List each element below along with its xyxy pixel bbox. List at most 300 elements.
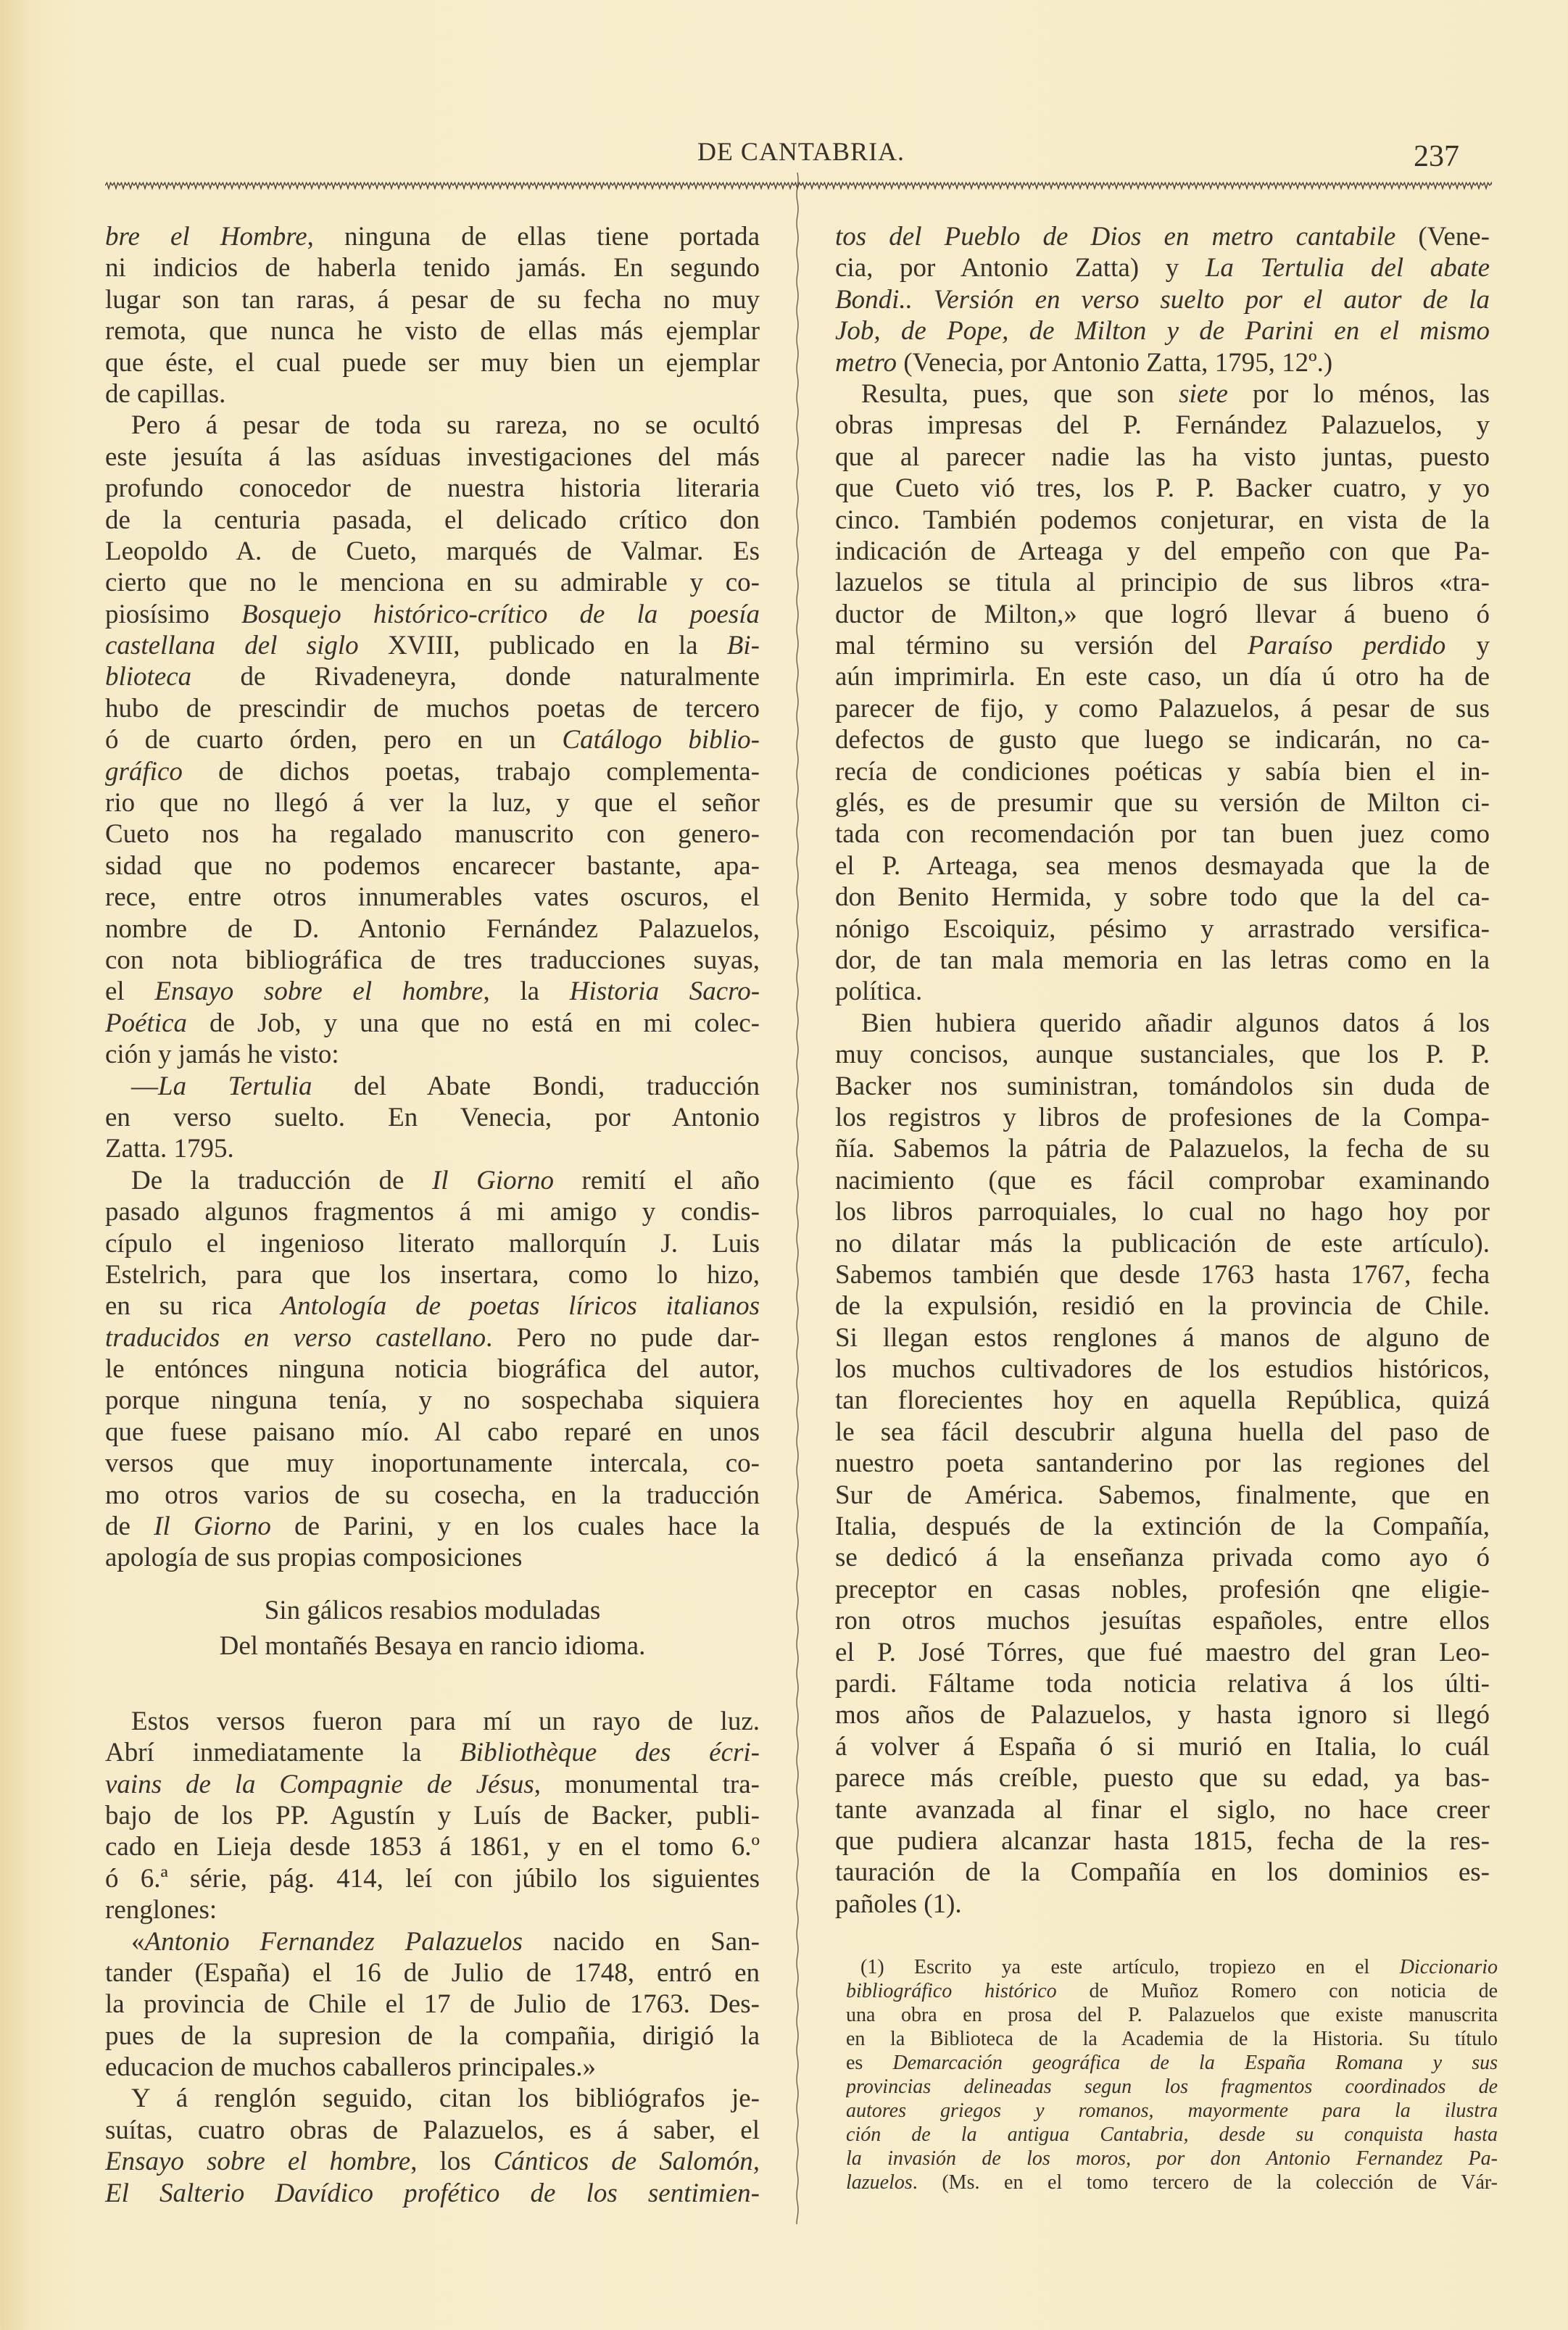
text: parecer de fijo, y como Palazuelos, á pesar de sus (835, 693, 1490, 724)
text: se dedicó á la enseñanza privada como ayo ó (835, 1543, 1490, 1573)
text: cípulo el ingenioso literato mallorquín J. Luis (105, 1228, 760, 1259)
text: que al parecer nadie las ha visto juntas, puesto (835, 441, 1490, 472)
text: de capillas. (105, 378, 226, 409)
italic-text: Bi- (726, 631, 760, 661)
text-line (105, 1133, 760, 1164)
text-line (835, 976, 1490, 1007)
paragraph (105, 2083, 760, 2209)
italic-text: autores griegos y romanos, mayormente para la ilustra (846, 2099, 1498, 2122)
italic-text: Antonio Fernandez Palazuelos (144, 1926, 523, 1957)
text-line (835, 315, 1490, 347)
text-line (105, 2083, 760, 2114)
text: los libros parroquiales, lo cual no hago hoy por (835, 1197, 1490, 1227)
text: de la expulsión, residió en la provincia de Chile. (835, 1291, 1490, 1322)
text-line (835, 1039, 1490, 1070)
text-line (835, 1605, 1490, 1636)
text: (Vene- (1395, 222, 1490, 252)
text: mal término su versión del (835, 631, 1248, 661)
text-line (835, 1699, 1490, 1730)
text-line (105, 473, 760, 504)
paragraph (105, 1165, 760, 1574)
italic-text: vains de la Compagnie de Jésus (105, 1769, 534, 1799)
text: porque ninguna tenía, y no sospechaba siquiera (105, 1385, 760, 1416)
text-line (835, 1889, 1490, 1920)
text: mos años de Palazuelos, y hasta ignoro si llegó (835, 1700, 1490, 1730)
text: la provincia de Chile el 17 de Julio de 1763. Des- (105, 1989, 760, 2020)
text-line (835, 1448, 1490, 1479)
paragraph (105, 1706, 760, 1926)
text-line (105, 756, 760, 787)
text-line (105, 410, 760, 441)
text-line (835, 441, 1490, 473)
italic-text: bibliográfico histórico (846, 1980, 1057, 2002)
text-line (105, 1628, 760, 1664)
text-line (105, 1322, 760, 1353)
text: el P. Arteaga, sea menos desmayada que la de (835, 850, 1490, 881)
text: cinco. También podemos conjeturar, en vista de la (835, 505, 1490, 535)
text-line (105, 2146, 760, 2177)
text-line (105, 1165, 760, 1196)
text-line (105, 1542, 760, 1573)
text: — (131, 1071, 158, 1101)
text: le sea fácil descubrir alguna huella del paso de (835, 1417, 1490, 1447)
text-line (835, 378, 1490, 410)
paragraph (835, 221, 1490, 378)
text-line (835, 221, 1490, 252)
italic-text: tos del Pueblo de Dios en metro cantabile (835, 222, 1396, 252)
text: y (1445, 631, 1490, 661)
text-line (105, 693, 760, 724)
italic-text: Demarcación geográfica de la España Romana y sus (892, 2052, 1498, 2074)
text-line (105, 630, 760, 661)
text-line (835, 1857, 1490, 1888)
text: « (131, 1926, 145, 1957)
text-line (105, 599, 760, 630)
text: nacido en San- (523, 1926, 760, 1957)
text: le entónces ninguna noticia biográfica del autor, (105, 1354, 760, 1385)
text: Bien hubiera querido añadir algunos datos á los (861, 1008, 1490, 1038)
text-line (835, 1511, 1490, 1542)
text-line (105, 1071, 760, 1102)
text-line (105, 1926, 760, 1957)
italic-text: La Tertulia del abate (1205, 253, 1490, 283)
text: que éste, el cual puede ser muy bien un ejemplar (105, 347, 760, 378)
text: lugar son tan raras, á pesar de su fecha no muy (105, 284, 760, 315)
text-line (835, 724, 1490, 755)
text-line (835, 252, 1490, 283)
text: Sabemos también que desde 1763 hasta 1767, fecha (835, 1259, 1490, 1290)
text: que pudiera alcanzar hasta 1815, fecha de la res- (835, 1825, 1490, 1856)
text-line (835, 1008, 1490, 1039)
italic-text: Historia Sacro- (569, 977, 760, 1007)
text: , monumental tra- (534, 1769, 760, 1799)
text: dor, de tan mala memoria en las letras como en la (835, 945, 1490, 975)
text: es (846, 2052, 893, 2074)
italic-text: Bosquejo histórico-crítico de la poesía (241, 599, 760, 629)
text: versos que muy inoportunamente intercala, co- (105, 1448, 760, 1479)
running-header: DE CANTABRIA. (697, 137, 905, 166)
text: XVIII, publicado en la (358, 631, 727, 661)
italic-text: Bibliothèque des écri- (460, 1738, 760, 1768)
text: bajo de los PP. Agustín y Luís de Backer, publi- (105, 1800, 760, 1831)
text-line (835, 1322, 1490, 1353)
text: los registros y libros de profesiones de la Compa- (835, 1102, 1490, 1132)
text: cado en Lieja desde 1853 á 1861, y en el tomo 6.º (105, 1832, 760, 1862)
text-line (835, 661, 1490, 692)
text-line (105, 1385, 760, 1416)
text: Si llegan estos renglones á manos de alguno de (835, 1322, 1490, 1353)
text: Y á renglón seguido, citan los bibliógrafos je- (131, 2084, 760, 2114)
italic-text: Paraíso perdido (1248, 631, 1446, 661)
footnote (846, 1955, 1498, 2194)
italic-text: Job, de Pope, de Milton y de Parini en el mismo (835, 316, 1490, 347)
text-line (835, 1668, 1490, 1699)
text: tan florecientes hoy en aquella República, quizá (835, 1385, 1490, 1416)
text-line (835, 1385, 1490, 1416)
italic-text: castellana del siglo (105, 631, 359, 661)
text: este jesuíta á las asíduas investigaciones del más (105, 441, 760, 472)
text: lazuelos se titula al principio de sus libros «tra- (835, 568, 1490, 598)
text: educacion de muchos caballeros principales.» (105, 2052, 597, 2083)
text: pañoles (1). (835, 1889, 962, 1919)
italic-text: traducidos en verso castellano (105, 1322, 486, 1353)
text: que Cueto vió tres, los P. P. Backer cuatro, y yo (835, 473, 1490, 504)
text: . Pero no pude dar- (486, 1322, 760, 1353)
text: profundo conocedor de nuestra historia literaria (105, 473, 760, 504)
text: apología de sus propias composiciones (105, 1543, 523, 1573)
text: tada con recomendación por tan buen juez como (835, 819, 1490, 850)
text: obras impresas del P. Fernández Palazuelos, y (835, 410, 1490, 441)
text: ron otros muchos jesuítas españoles, entre ellos (835, 1606, 1490, 1636)
text-line (105, 850, 760, 882)
paragraph (105, 410, 760, 1070)
italic-text: Ensayo sobre el hombre (105, 2147, 411, 2177)
text: ó 6.ª série, pág. 414, leí con júbilo los siguientes (105, 1863, 760, 1894)
text-line (105, 787, 760, 818)
text-line (105, 945, 760, 976)
text: Resulta, pues, que son (861, 378, 1179, 409)
text: remití el año (553, 1165, 760, 1195)
italic-text: Catálogo biblio- (562, 725, 760, 755)
text: de Muñoz Romero con noticia de (1056, 1980, 1498, 2002)
text: rece, entre otros innumerables vates oscuros, el (105, 882, 760, 913)
text: Zatta. 1795. (105, 1134, 234, 1164)
text: parece más creíble, puesto que su edad, ya bas- (835, 1763, 1490, 1794)
text-line (835, 945, 1490, 976)
text: de (105, 1512, 154, 1542)
text: pues de la supresion de la compañia, dirigió la (105, 2020, 760, 2051)
text: hubo de prescindir de muchos poetas de tercero (105, 693, 760, 724)
text-line (835, 1480, 1490, 1511)
text: indicación de Arteaga y del empeño con que Pa- (835, 536, 1490, 566)
text: á volver á España ó si murió en Italia, lo cuál (835, 1731, 1490, 1762)
text: Sin gálicos resabios moduladas (264, 1595, 601, 1625)
text: cierto que no le menciona en su admirable y co- (105, 568, 760, 598)
text: ó de cuarto órden, pero en un (105, 725, 563, 755)
text-line (835, 1259, 1490, 1290)
italic-text: blioteca (105, 662, 192, 692)
text-line (835, 347, 1490, 378)
text-line (105, 2115, 760, 2146)
text-line (835, 1165, 1490, 1196)
text: no dilatar más la publicación de este artículo). (835, 1228, 1490, 1259)
text-line (105, 976, 760, 1007)
text-line (105, 1008, 760, 1039)
text: del Abate Bondi, traducción (312, 1071, 760, 1101)
text-line (835, 630, 1490, 661)
text-line (835, 410, 1490, 441)
text-line (846, 2123, 1498, 2147)
text: por lo ménos, las (1227, 378, 1490, 409)
text-line (835, 818, 1490, 850)
text: que fuese paisano mío. Al cabo reparé en unos (105, 1417, 760, 1447)
text-line (105, 818, 760, 850)
text-line (835, 1417, 1490, 1448)
text: política. (835, 977, 923, 1007)
italic-text: Il Giorno (431, 1165, 554, 1195)
italic-text: lazuelos (846, 2171, 913, 2194)
text: Estos versos fueron para mí un rayo de luz. (131, 1706, 760, 1736)
column-divider (793, 173, 802, 2224)
text-line (846, 2003, 1498, 2027)
text: en verso suelto. En Venecia, por Antonio (105, 1102, 760, 1132)
text: de dichos poetas, trabajo complementa- (182, 756, 760, 787)
text-line (105, 661, 760, 692)
text: Backer nos suministran, tomándolos sin duda de (835, 1071, 1490, 1101)
text: Estelrich, para que los insertara, como lo hizo, (105, 1259, 760, 1290)
text-line (835, 284, 1490, 315)
text: en la Biblioteca de la Academia de la Historia. Su título (846, 2028, 1498, 2050)
text-line (835, 567, 1490, 598)
text: piosísimo (105, 599, 242, 629)
text-line (105, 1863, 760, 1894)
italic-text: bre el Hombre (105, 222, 307, 252)
text: con nota bibliográfica de tres traducciones suyas, (105, 945, 760, 975)
text: nuestro poeta santanderino por las regiones del (835, 1448, 1490, 1479)
paragraph (835, 378, 1490, 1008)
text: Abrí inmediatamente la (105, 1738, 460, 1768)
text: suítas, cuatro obras de Palazuelos, es á saber, el (105, 2115, 760, 2145)
text-line (105, 1039, 760, 1070)
italic-text: Ensayo sobre el hombre (154, 977, 484, 1007)
text-line (105, 536, 760, 567)
text-line (835, 1825, 1490, 1857)
text: (Venecia, por Antonio Zatta, 1795, 12º.) (896, 347, 1333, 378)
text-line (846, 2027, 1498, 2051)
italic-text: gráfico (105, 756, 183, 787)
text-line (105, 221, 760, 252)
text-line (105, 284, 760, 315)
text-line (846, 1979, 1498, 2003)
italic-text: ción de la antigua Cantabria, desde su conquista hasta (846, 2123, 1498, 2146)
text: aún imprimirla. En este caso, un día ú otro ha de (835, 662, 1490, 692)
paragraph (846, 1955, 1498, 2194)
text-line (835, 1071, 1490, 1102)
text-line (105, 1259, 760, 1290)
text-line (105, 1706, 760, 1737)
text-line (835, 787, 1490, 818)
text-line (835, 850, 1490, 882)
text: (1) Escrito ya este artículo, tropiezo en el (860, 1956, 1400, 1978)
italic-text: Diccionario (1399, 1956, 1498, 1978)
text-line (835, 882, 1490, 913)
text-line (835, 1574, 1490, 1605)
text-line (105, 315, 760, 347)
text-line (105, 441, 760, 473)
text: De la traducción de (131, 1165, 432, 1195)
italic-text: siete (1179, 378, 1228, 409)
text: nombre de D. Antonio Fernández Palazuelos, (105, 913, 760, 944)
text: de la centuria pasada, el delicado crítico don (105, 505, 760, 535)
text: muy concisos, aunque sustanciales, que los P. P. (835, 1040, 1490, 1070)
text: Sur de América. Sabemos, finalmente, que en (835, 1480, 1490, 1510)
text-line (835, 1133, 1490, 1164)
italic-text: provincias delineadas segun los fragmentos coordinados de (846, 2076, 1498, 2098)
text: ñía. Sabemos la pátria de Palazuelos, la fecha de su (835, 1134, 1490, 1164)
text: preceptor en casas nobles, profesión qne eligie- (835, 1574, 1490, 1604)
text-line (835, 536, 1490, 567)
text-line (846, 2171, 1498, 2194)
left-column (105, 221, 760, 2209)
text: Del montañés Besaya en rancio idioma. (219, 1630, 646, 1661)
text: el (105, 977, 155, 1007)
text: rio que no llegó á ver la luz, y que el señor (105, 788, 760, 818)
text: nacimiento (que es fácil comprobar examinando (835, 1165, 1490, 1195)
text-line (105, 1593, 760, 1628)
text: recía de condiciones poéticas y sabía bien el in- (835, 756, 1490, 787)
text: Leopoldo A. de Cueto, marqués de Valmar. Es (105, 536, 760, 566)
text-line (105, 2178, 760, 2209)
text-line (835, 913, 1490, 945)
text: tante avanzada al finar el siglo, no hace creer (835, 1794, 1490, 1825)
text: don Benito Hermida, y sobre todo que la del ca- (835, 882, 1490, 913)
italic-text: Antología de poetas líricos italianos (281, 1291, 760, 1322)
text-line (105, 378, 760, 410)
text: mo otros varios de su cosecha, en la traducción (105, 1480, 760, 1510)
italic-text: Poética (105, 1008, 188, 1038)
text-line (835, 473, 1490, 504)
text-line (105, 1769, 760, 1800)
text-line (105, 1831, 760, 1862)
text-line (105, 347, 760, 378)
text: Pero á pesar de toda su rareza, no se ocultó (131, 410, 760, 441)
text-line (105, 2020, 760, 2052)
italic-text: La Tertulia (158, 1071, 312, 1101)
text: Cueto nos ha regalado manuscrito con genero- (105, 819, 760, 850)
text-line (835, 1637, 1490, 1668)
text: cia, por Antonio Zatta) y (835, 253, 1206, 283)
text-line (835, 1731, 1490, 1762)
text: . (Ms. en el tomo tercero de la colección de Vár- (912, 2171, 1498, 2194)
text-line (846, 2099, 1498, 2123)
text-line (835, 693, 1490, 724)
text-line (846, 2075, 1498, 2099)
text-line (835, 1228, 1490, 1259)
text-line (105, 1353, 760, 1385)
right-column (835, 221, 1490, 1920)
text: sidad que no podemos encarecer bastante, apa- (105, 850, 760, 881)
text: , la (483, 977, 570, 1007)
text: de Job, y una que no está en mi colec- (187, 1008, 760, 1038)
text: renglones: (105, 1895, 217, 1925)
text: una obra en prosa del P. Palazuelos que existe manuscrita (846, 2004, 1498, 2026)
text: remota, que nunca he visto de ellas más ejemplar (105, 316, 760, 347)
text: Italia, después de la extinción de la Compañía, (835, 1512, 1490, 1542)
text: de Rivadeneyra, donde naturalmente (191, 662, 760, 692)
text-line (105, 1228, 760, 1259)
text-line (105, 1290, 760, 1322)
paragraph (105, 221, 760, 410)
text: , los (410, 2147, 494, 2177)
text-line (105, 2052, 760, 2083)
text-line (105, 913, 760, 945)
text: el P. José Tórres, que fué maestro del gran Leo- (835, 1637, 1490, 1667)
text: defectos de gusto que luego se indicarán, no ca- (835, 725, 1490, 755)
italic-text: Il Giorno (154, 1512, 271, 1542)
text-line (835, 756, 1490, 787)
verse-quote (105, 1593, 760, 1664)
italic-text: Bondi.. Versión en verso suelto por el autor de la (835, 284, 1490, 315)
paragraph (835, 1008, 1490, 1920)
text: pardi. Fáltame toda noticia relativa á los últi- (835, 1668, 1490, 1699)
text: pasado algunos fragmentos á mi amigo y condis- (105, 1197, 760, 1227)
text-line (835, 1542, 1490, 1573)
text: ni indicios de haberla tenido jamás. En segundo (105, 253, 760, 283)
text-line (105, 505, 760, 536)
text: los muchos cultivadores de los estudios históricos, (835, 1354, 1490, 1385)
text-line (105, 724, 760, 755)
text-line (105, 1417, 760, 1448)
text-line (105, 1102, 760, 1133)
text-line (835, 599, 1490, 630)
text-line (846, 1955, 1498, 1979)
text-line (105, 1800, 760, 1831)
text-line (105, 1737, 760, 1768)
text: glés, es de presumir que su versión de Milton ci- (835, 788, 1490, 818)
text: ductor de Milton,» que logró llevar á bueno ó (835, 599, 1490, 629)
italic-text: la invasión de los moros, por don Antonio Fernandez Pa- (846, 2147, 1498, 2170)
text-line (105, 1448, 760, 1479)
page-number: 237 (1414, 140, 1459, 173)
italic-text: El Salterio Davídico profético de los sentimien- (105, 2178, 760, 2208)
text-line (835, 505, 1490, 536)
text: tander (España) el 16 de Julio de 1748, entró en (105, 1957, 760, 1988)
italic-text: metro (835, 347, 897, 378)
text: en su rica (105, 1291, 281, 1322)
text-line (105, 882, 760, 913)
paragraph (105, 1926, 760, 2084)
text-line (835, 1102, 1490, 1133)
text: nónigo Escoiquiz, pésimo y arrastrado versifica- (835, 913, 1490, 944)
text-line (105, 567, 760, 598)
text-line (835, 1762, 1490, 1794)
text-line (105, 252, 760, 283)
text: de Parini, y en los cuales hace la (270, 1512, 760, 1542)
text-line (835, 1353, 1490, 1385)
text-line (105, 1196, 760, 1227)
text-line (105, 1480, 760, 1511)
paragraph (105, 1071, 760, 1165)
text-line (105, 1894, 760, 1925)
text-line (105, 1957, 760, 1989)
text-line (835, 1196, 1490, 1227)
text-line (105, 1511, 760, 1542)
text: , ninguna de ellas tiene portada (307, 222, 760, 252)
text: tauración de la Compañía en los dominios es- (835, 1857, 1490, 1888)
text: ción y jamás he visto: (105, 1040, 339, 1070)
italic-text: Cánticos de Salomón, (493, 2147, 760, 2177)
text-line (846, 2051, 1498, 2075)
